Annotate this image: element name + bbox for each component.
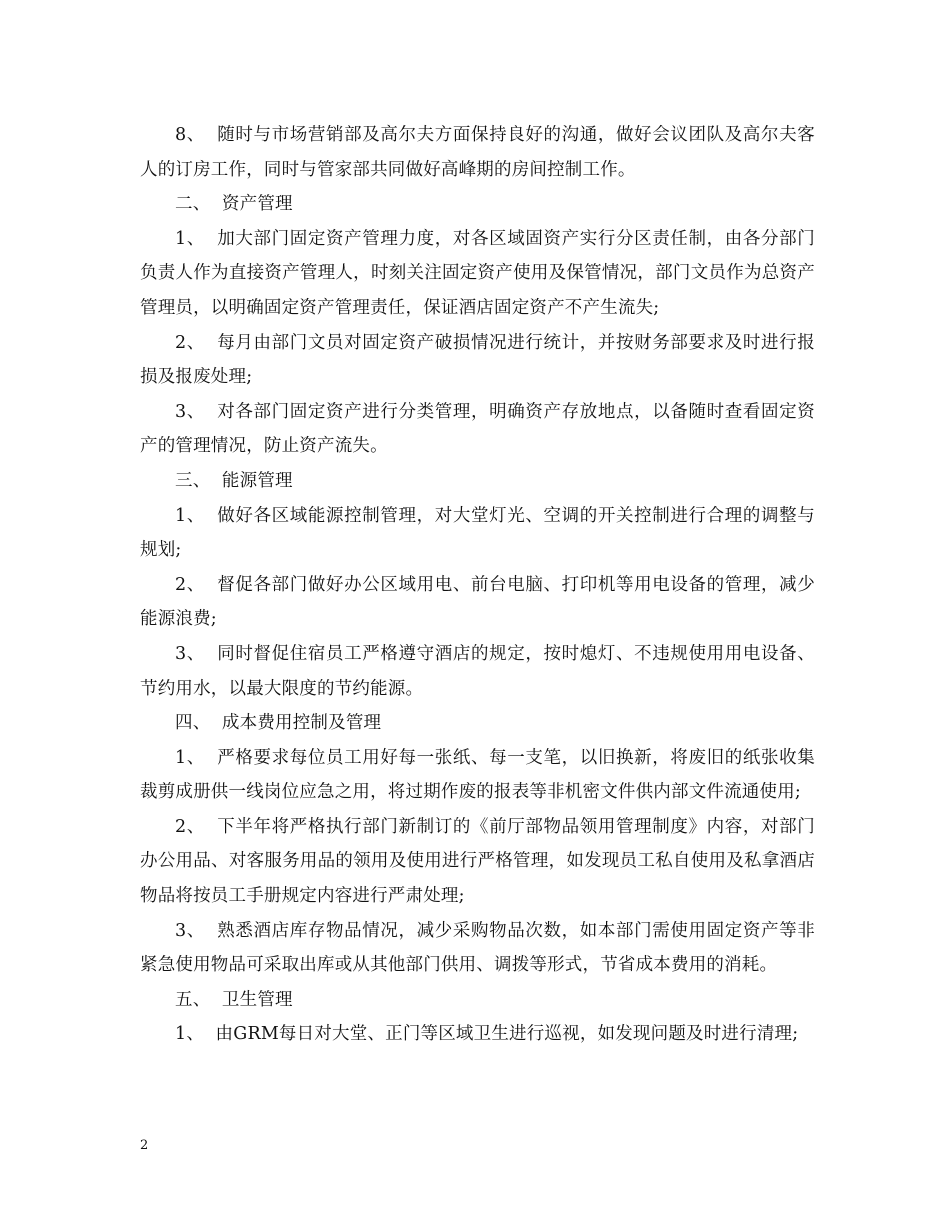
paragraph-asset-3: 3、 对各部门固定资产进行分类管理，明确资产存放地点，以备随时查看固定资产的管理情况，防止资产流失。 (140, 401, 815, 457)
paragraph-energy-3: 3、 同时督促住宿员工严格遵守酒店的规定，按时熄灯、不违规使用用电设备、节约用水，以最大限度的节约能源。 (140, 643, 815, 699)
paragraph-energy-2: 2、 督促各部门做好办公区域用电、前台电脑、打印机等用电设备的管理，减少能源浪费; (140, 574, 815, 630)
document-body (140, 118, 815, 1052)
paragraph-cost-3: 3、 熟悉酒店库存物品情况，减少采购物品次数，如本部门需使用固定资产等非紧急使用物品可采取出库或从其他部门供用、调拨等形式，节省成本费用的消耗。 (140, 920, 815, 976)
section-heading-asset-management: 二、 资产管理 (175, 194, 293, 215)
section-heading-hygiene-management: 五、 卫生管理 (175, 989, 293, 1010)
paragraph-hygiene-1: 1、 由GRM每日对大堂、正门等区域卫生进行巡视，如发现问题及时进行清理; (175, 1024, 799, 1045)
page-number: 2 (140, 1138, 149, 1153)
paragraph-cost-1: 1、 严格要求每位员工用好每一张纸、每一支笔，以旧换新，将废旧的纸张收集裁剪成册供一线岗位应急之用，将过期作废的报表等非机密文件供内部文件流通使用; (140, 747, 815, 803)
paragraph-energy-1: 1、 做好各区域能源控制管理，对大堂灯光、空调的开关控制进行合理的调整与规划; (140, 505, 815, 561)
paragraph-item-8-communication: 8、 随时与市场营销部及高尔夫方面保持良好的沟通，做好会议团队及高尔夫客人的订房工作，同时与管家部共同做好高峰期的房间控制工作。 (140, 125, 815, 180)
paragraph-asset-1: 1、 加大部门固定资产管理力度，对各区域固资产实行分区责任制，由各分部门负责人作为直接资产管理人，时刻关注固定资产使用及保管情况，部门文员作为总资产管理员，以明确固定资产管理责任，保证酒店固定资产不产生流失; (140, 228, 815, 318)
section-heading-cost-control: 四、 成本费用控制及管理 (175, 713, 382, 734)
section-heading-energy-management: 三、 能源管理 (175, 470, 293, 491)
paragraph-asset-2: 2、 每月由部门文员对固定资产破损情况进行统计，并按财务部要求及时进行报损及报废处理; (140, 332, 815, 388)
paragraph-cost-2: 2、 下半年将严格执行部门新制订的《前厅部物品领用管理制度》内容，对部门办公用品、对客服务用品的领用及使用进行严格管理，如发现员工私自使用及私拿酒店物品将按员工手册规定内容进行严肃处理; (140, 816, 815, 907)
